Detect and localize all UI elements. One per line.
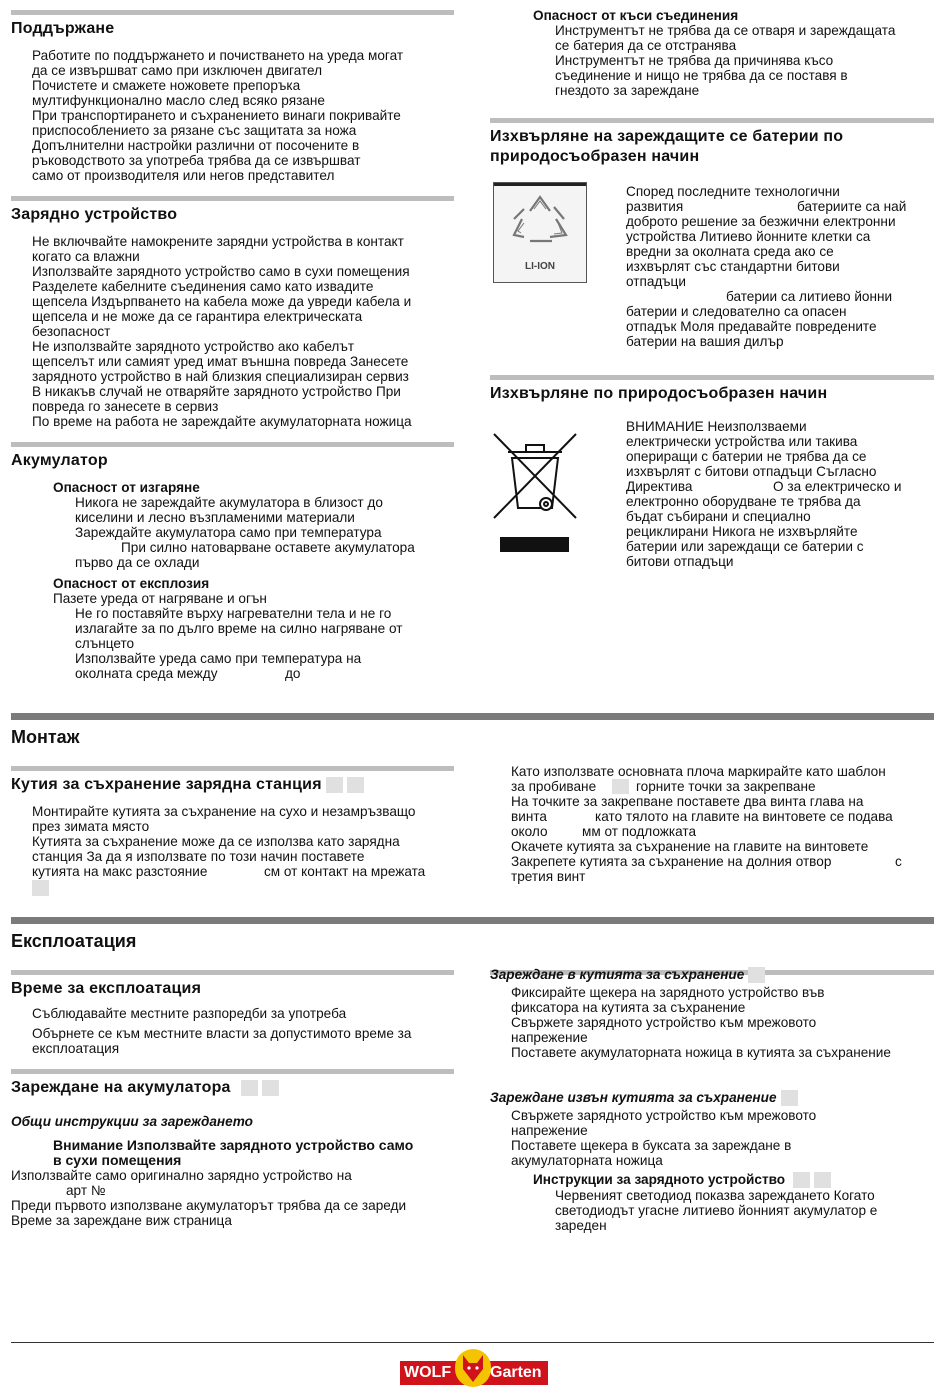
text-line: батериите са най <box>797 199 907 214</box>
text-line: изхвърлят със стандартни битови <box>626 259 840 274</box>
text-line: Не използвайте зарядното устройство ако кабелът <box>32 339 355 354</box>
text-line: киселини и лесно възпламеними материали <box>75 510 355 525</box>
text-line: арт № <box>66 1183 106 1198</box>
text-line: По време на работа не зареждайте акумулаторната ножица <box>32 414 412 429</box>
figure-ref-box <box>347 777 364 793</box>
text-line: винта <box>511 809 547 824</box>
wolf-head-icon <box>455 1349 491 1387</box>
footer-rule <box>11 1342 934 1343</box>
text-line: зареден <box>555 1218 607 1233</box>
battery-disposal-heading: Изхвърляне на зареждащите се батерии по <box>490 128 844 145</box>
short-circuit-title: Опасност от къси съединения <box>533 8 739 23</box>
text-line: горните точки за закрепване <box>636 779 816 794</box>
text-line: се батерия да се отстранява <box>555 38 737 53</box>
text-line: В никакъв случай не отваряйте зарядното устройство При <box>32 384 401 399</box>
text-line: електрически устройства или такива <box>626 434 858 449</box>
storage-box-title: Кутия за съхранение зарядна станция <box>11 776 322 793</box>
section-rule <box>490 375 934 380</box>
text-line: кутията на макс разстояние <box>32 864 208 879</box>
text-line: Никога не зареждайте акумулатора в близост до <box>75 495 383 510</box>
storage-box-heading <box>11 776 364 794</box>
text-line: Използвайте само оригинално зарядно устройство на <box>11 1168 352 1183</box>
text-line: щепселът или самият уред имат външна повреда Занесете <box>32 354 409 369</box>
text-line: напрежение <box>511 1123 588 1138</box>
text-line: слънцето <box>75 636 135 651</box>
chapter-rule <box>11 917 934 924</box>
text-line: мм от подложката <box>582 824 697 839</box>
text-line: Поставете акумулаторната ножица в кутията за съхранение <box>511 1045 891 1060</box>
burn-danger-title: Опасност от изгаряне <box>53 480 200 495</box>
battery-disposal-heading-2: природосъобразен начин <box>490 148 700 165</box>
text-line: При силно натоварване оставете акумулатора <box>121 540 415 555</box>
text-line: рециклирани Никога не изхвърляйте <box>626 524 858 539</box>
section-rule <box>11 1069 454 1074</box>
text-line: Обърнете се към местните власти за допустимото време за <box>32 1026 412 1041</box>
text-line: отпадъци <box>626 274 686 289</box>
text-line: до <box>285 666 301 681</box>
section-rule <box>11 196 454 201</box>
text-line: Свържете зарядното устройство към мрежовото <box>511 1108 817 1123</box>
text-line: с <box>895 854 902 869</box>
figure-ref-box <box>262 1080 279 1096</box>
text-line: Директива <box>626 479 693 494</box>
text-line: напрежение <box>511 1030 588 1045</box>
text-line: Пазете уреда от нагряване и огън <box>53 591 267 606</box>
figure-ref-box <box>814 1172 831 1188</box>
text-line: О за електрическо и <box>773 479 902 494</box>
text-line: Съблюдавайте местните разпоредби за употреба <box>32 1006 347 1021</box>
text-line: см от контакт на мрежата <box>264 864 426 879</box>
in-box-charging-title <box>490 967 765 983</box>
text-line: ръководството за употреба трябва да се извършват <box>32 153 361 168</box>
crossed-bin-icon <box>490 430 580 555</box>
charger-instructions-label: Инструкции за зарядното устройство <box>533 1172 786 1187</box>
explosion-danger-title: Опасност от експлозия <box>53 576 210 591</box>
charger-instructions-title <box>533 1172 831 1188</box>
text-line: когато са влажни <box>32 249 140 264</box>
section-rule <box>11 766 454 771</box>
figure-ref-box <box>781 1090 798 1106</box>
text-line: ВНИМАНИЕ Неизползваеми <box>626 419 807 434</box>
text-line: На точките за закрепване поставете два винта глава на <box>511 794 864 809</box>
text-line: Използвайте уреда само при температура на <box>75 651 362 666</box>
text-line: Зареждайте акумулатора само при температура <box>75 525 382 540</box>
text-line: Използвайте зарядното устройство само в сухи помещения <box>32 264 410 279</box>
text-line: зарядното устройство в най близкия специализиран сервиз <box>32 369 409 384</box>
text-line: устройства Литиево йонните клетки са <box>626 229 871 244</box>
text-line: Преди първото използване акумулаторът трябва да се зареди <box>11 1198 407 1213</box>
text-line: При транспортирането и съхранението винаги покривайте <box>32 108 401 123</box>
text-line: гнездото за зареждане <box>555 83 700 98</box>
text-line: само от производителя или негов представител <box>32 168 335 183</box>
chapter-rule <box>11 713 934 720</box>
text-line: развития <box>626 199 684 214</box>
text-line: Червеният светодиод показва зареждането Когато <box>555 1188 875 1203</box>
text-line: вредни за околната среда ако се <box>626 244 834 259</box>
li-ion-label: LI-ION <box>525 261 555 272</box>
text-line: първо да се охлади <box>75 555 200 570</box>
text-line: приспособлението за рязане със защитата за ножа <box>32 123 357 138</box>
text-line: мултифункционално масло след всяко рязане <box>32 93 325 108</box>
text-line: съединение и нищо не трябва да се поставя в <box>555 68 848 83</box>
text-line: Работите по поддържането и почистването на уреда могат <box>32 48 404 63</box>
figure-ref-box <box>241 1080 258 1096</box>
attention-note-2: в сухи помещения <box>53 1152 182 1168</box>
text-line: през зимата място <box>32 819 150 834</box>
logo-wolf-text: WOLF <box>404 1364 452 1381</box>
text-line: батерии и следователно са опасен <box>626 304 847 319</box>
text-line: фиксатора на кутията за съхранение <box>511 1000 746 1015</box>
text-line: повреда го занесете в сервиз <box>32 399 219 414</box>
figure-ref-box <box>32 880 49 896</box>
text-line: Почистете и смажете ножовете препоръка <box>32 78 301 93</box>
text-line: Според последните технологични <box>626 184 840 199</box>
text-line: Разделете кабелните съединения само като извадите <box>32 279 374 294</box>
text-line: Инструментът не трябва да се отваря и зареждащата <box>555 23 896 38</box>
general-instructions-title: Общи инструкции за зареждането <box>11 1114 253 1129</box>
text-line: батерии или зареждащи се батерии с <box>626 539 864 554</box>
text-line: електронно оборудване те трябва да <box>626 494 861 509</box>
operation-heading: Експлоатация <box>11 931 137 951</box>
figure-ref-box <box>326 777 343 793</box>
figure-ref-box <box>793 1172 810 1188</box>
text-line: батерии са литиево йонни <box>726 289 893 304</box>
text-line: експлоатация <box>32 1041 120 1056</box>
section-rule <box>11 10 454 15</box>
text-line: Допълнителни настройки различни от посочените в <box>32 138 360 153</box>
text-line: Не включвайте намокрените зарядни устройства в контакт <box>32 234 404 249</box>
text-line: акумулаторната ножица <box>511 1153 663 1168</box>
text-line: Кутията за съхранение може да се използва като зарядна <box>32 834 400 849</box>
maintenance-heading: Поддържане <box>11 20 115 37</box>
attention-note: Внимание Използвайте зарядното устройство само <box>53 1137 414 1153</box>
text-line: Като използвате основната плоча маркирайте като шаблон <box>511 764 886 779</box>
text-line: батерии на вашия дилър <box>626 334 784 349</box>
text-line: Инструментът не трябва да причинява късо <box>555 53 834 68</box>
text-line: бъдат събирани и специално <box>626 509 811 524</box>
text-line: щепсела Издърпването на кабела може да увреди кабела и <box>32 294 412 309</box>
montage-heading: Монтаж <box>11 727 80 747</box>
charger-heading: Зарядно устройство <box>11 206 178 223</box>
section-rule <box>11 970 454 975</box>
text-line: опериращи с батерии не трябва да се <box>626 449 867 464</box>
text-line: Монтирайте кутията за съхранение на сухо и незамръзващо <box>32 804 416 819</box>
out-box-charging-label: Зареждане извън кутията за съхранение <box>490 1090 777 1105</box>
text-line: Закрепете кутията за съхранение на долния отвор <box>511 854 832 869</box>
text-line: изхвърлят с битови отпадъци Съгласно <box>626 464 877 479</box>
text-line: Окачете кутията за съхранение на главите на винтовете <box>511 839 869 854</box>
text-line: да се извършват само при изключен двигател <box>32 63 323 78</box>
text-line: Фиксирайте щекера на зарядното устройство във <box>511 985 825 1000</box>
charging-title: Зареждане на акумулатора <box>11 1079 231 1096</box>
text-line: Поставете щекера в буксата за зареждане в <box>511 1138 792 1153</box>
text-line: около <box>511 824 548 839</box>
logo-garten-text: Garten <box>490 1364 542 1381</box>
text-line: излагайте за по дълго време на силно нагряване от <box>75 621 403 636</box>
li-ion-recycling-icon <box>493 182 587 283</box>
text-line: Не го поставяйте върху нагревателни тела и не го <box>75 606 392 621</box>
operating-time-heading: Време за експлоатация <box>11 980 202 997</box>
text-line: за пробиване <box>511 779 597 794</box>
charging-heading <box>11 1079 279 1097</box>
text-line: станция За да я използвате по този начин поставете <box>32 849 365 864</box>
text-line: околната среда между <box>75 666 218 681</box>
text-line: като тялото на главите на винтовете се подава <box>595 809 893 824</box>
text-line: отпадък Моля предавайте повредените <box>626 319 877 334</box>
text-line: Свържете зарядното устройство към мрежовото <box>511 1015 817 1030</box>
text-line: доброто решение за безжични електронни <box>626 214 896 229</box>
section-rule <box>11 442 454 447</box>
text-line: безопасност <box>32 324 111 339</box>
eco-disposal-heading: Изхвърляне по природосъобразен начин <box>490 385 828 402</box>
text-line: Време за зареждане виж страница <box>11 1213 232 1228</box>
wolf-garten-logo <box>400 1349 548 1389</box>
out-box-charging-title <box>490 1090 798 1106</box>
figure-ref-box <box>612 779 629 794</box>
section-rule <box>490 118 934 123</box>
battery-heading: Акумулатор <box>11 452 108 469</box>
in-box-charging-label: Зареждане в кутията за съхранение <box>490 967 745 982</box>
text-line: третия винт <box>511 869 586 884</box>
figure-ref-box <box>748 967 765 983</box>
text-line: щепсела и не може да се гарантира електрическата <box>32 309 363 324</box>
text-line: светодиодът угасне литиево йонният акумулатор е <box>555 1203 878 1218</box>
text-line: битови отпадъци <box>626 554 734 569</box>
